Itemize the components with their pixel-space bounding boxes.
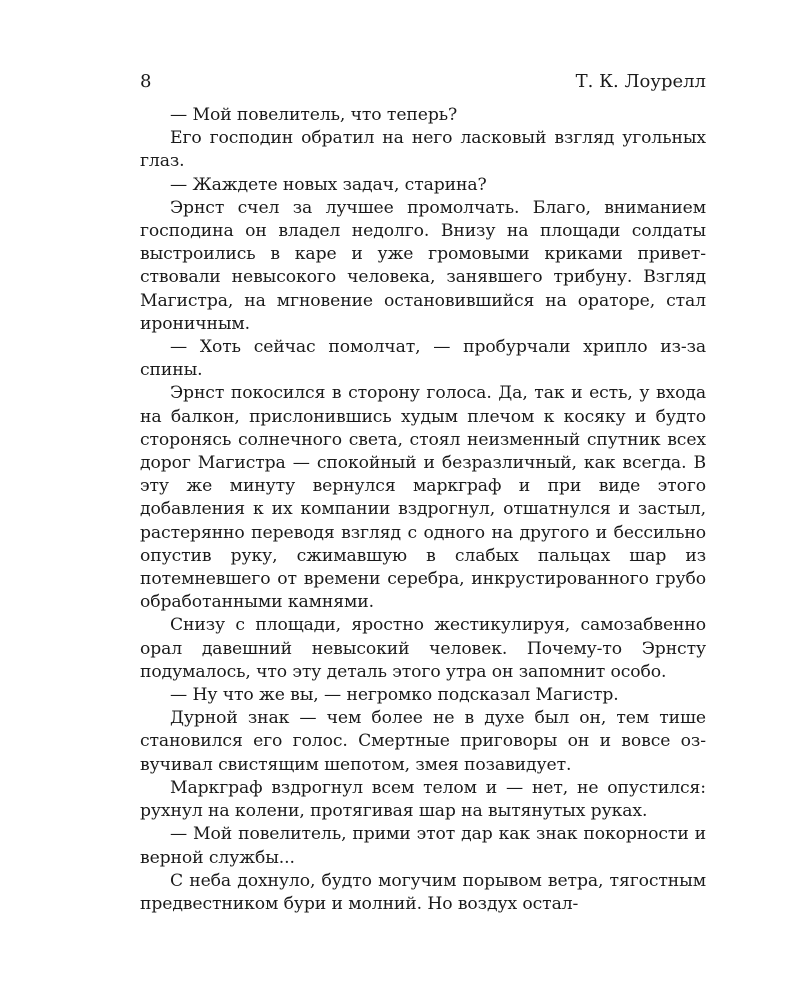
paragraph: С неба дохнуло, будто могучим порывом ветра, тягостным предвестником бури и молний. Но воздух остал- (140, 870, 706, 914)
paragraph: — Хоть сейчас помолчат, — пробурчали хрипло из-за спины. (140, 337, 706, 381)
paragraph: — Мой повелитель, что теперь? (170, 105, 458, 125)
author-name: Т. К. Лоурелл (575, 71, 706, 92)
paragraph: — Ну что же вы, — негромко подсказал Магистр. (170, 685, 619, 706)
page-number: 8 (140, 71, 152, 92)
paragraph: Снизу с площади, яростно жестикулируя, самозабвенно орал давешний невысокий человек. Почему-то Эрнсту подумалось, что эту деталь этого утра он запомнит особо. (140, 615, 706, 682)
paragraph: — Мой повелитель, прими этот дар как знак покорности и верной службы... (140, 824, 706, 868)
paragraph: Дурной знак — чем более не в духе был он, тем тише становился его голос. Смертные приговоры он и вовсе озвучивал свистящим шепотом, змея позавидует. (140, 708, 706, 775)
paragraph: — Жаждете новых задач, старина? (170, 174, 487, 195)
paragraph: Эрнст счел за лучшее промолчать. Благо, вниманием господина он владел недолго. Внизу на площади солдаты выстроились в каре и уже громовыми криками приветствовали невысокого человека, занявшего трибуну. Взгляд Магистра, на мгновение остановившийся на ораторе, стал ироничным. (140, 197, 706, 334)
body-text (140, 104, 706, 916)
running-head (140, 70, 706, 94)
paragraph: Маркграф вздрогнул всем телом и — нет, не опустился: рухнул на колени, протягивая шар на вытянутых руках. (140, 777, 706, 822)
paragraph: Его господин обратил на него ласковый взгляд угольных глаз. (140, 128, 706, 172)
paragraph: Эрнст покосился в сторону голоса. Да, так и есть, у входа на балкон, прислонившись худым плечом к косяку и будто сторонясь солнечного света, стоял неизменный спутник всех дорог Магистра — спокойный и безразличный, как всегда. В эту же минуту вернулся маркграф и при виде этого добавления к их компании вздрогнул, отшатнулся и застыл, растерянно переводя взгляд с одного на другого и бессильно опустив руку, сжимавшую в слабых пальцах шар из потемневшего от времени серебра, инкрустированного грубо обработанными камнями. (140, 383, 706, 613)
